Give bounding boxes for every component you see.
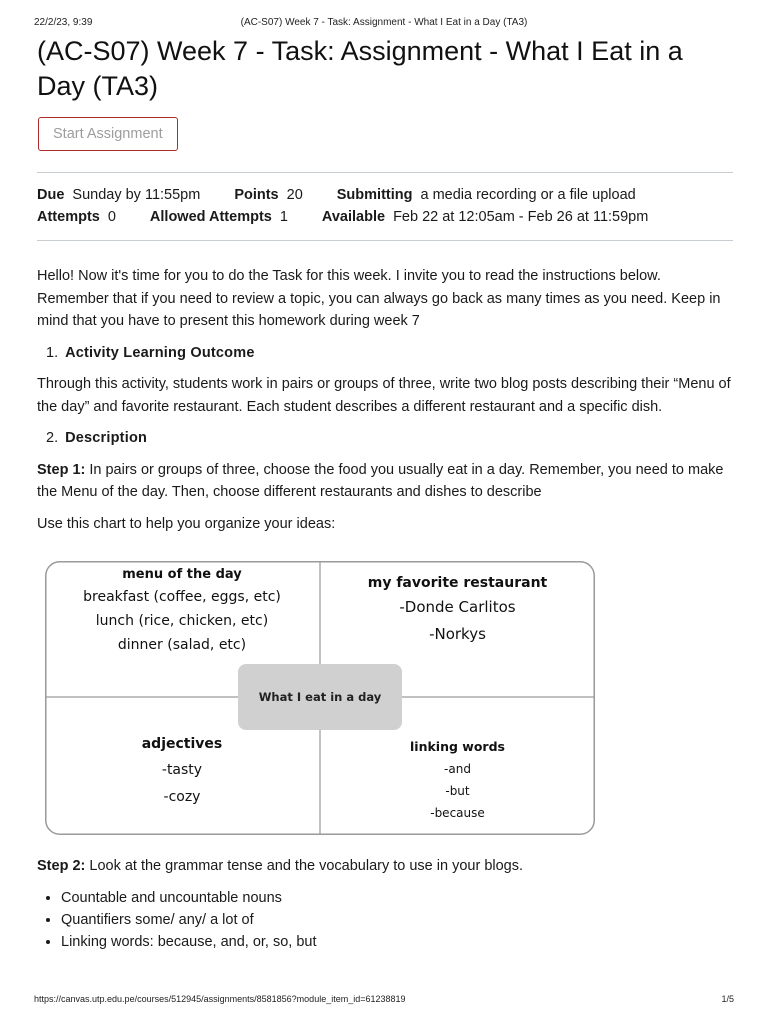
print-url: https://canvas.utp.edu.pe/courses/512945/assignments/8581856?module_item_id=61238819	[34, 994, 406, 1004]
points-label: Points	[234, 187, 279, 203]
available-label: Available	[321, 209, 386, 225]
section-heading-outcome	[37, 342, 733, 365]
organizer-quadrant-linking-words	[320, 736, 595, 824]
page-number: 1/5	[721, 994, 734, 1004]
quadrant-line: -Norkys	[429, 625, 486, 643]
details-row-1	[37, 184, 733, 206]
allowed-attempts-label: Allowed Attempts	[149, 209, 272, 225]
quadrant-title: menu of the day	[122, 567, 242, 582]
assignment-content	[37, 34, 733, 953]
organizer-quadrant-restaurant	[320, 572, 595, 648]
quadrant-line: breakfast (coffee, eggs, etc)	[83, 589, 281, 605]
start-assignment-button[interactable]: Start Assignment	[38, 117, 178, 151]
quadrant-line: -and	[444, 762, 471, 776]
assignment-details	[37, 173, 733, 240]
section-title: Description	[65, 430, 148, 446]
quadrant-line: -cozy	[163, 789, 201, 805]
attempts-value: 0	[107, 209, 116, 225]
assignment-description	[37, 265, 733, 953]
print-header	[34, 17, 734, 31]
print-doc-title: (AC-S07) Week 7 - Task: Assignment - What I Eat in a Day (TA3)	[240, 17, 528, 28]
quadrant-title: adjectives	[141, 736, 223, 752]
section-heading-description	[37, 427, 733, 450]
section-title: Activity Learning Outcome	[65, 344, 255, 361]
organizer-quadrant-menu	[45, 565, 319, 657]
quadrant-title: my favorite restaurant	[367, 575, 548, 591]
quadrant-line: -but	[445, 784, 470, 798]
available-value: Feb 22 at 12:05am - Feb 26 at 11:59pm	[393, 209, 649, 225]
organizer-quadrant-adjectives	[45, 731, 319, 811]
outcome-paragraph: Through this activity, students work in pairs or groups of three, write two blog posts describing their “Menu of the day” and favorite restaurant. Each student describes a different restaurant and a specific dish.	[37, 376, 731, 415]
organizer-center: What I eat in a day	[238, 664, 402, 730]
intro-paragraph: Hello! Now it's time for you to do the Task for this week. I invite you to read the instructions below. Remember that if you need to review a topic, you can always go back as many times as you need. Keep in mind that you have to present this homework during week 7	[37, 268, 721, 329]
list-number: 1.	[46, 344, 59, 361]
step2-paragraph	[37, 855, 733, 878]
list-item: • Linking words: because, and, or, so, but	[61, 931, 733, 953]
quadrant-line: dinner (salad, etc)	[117, 637, 247, 653]
quadrant-line: lunch (rice, chicken, etc)	[95, 613, 269, 629]
due-value: Sunday by 11:55pm	[72, 187, 201, 203]
step2-label: Step 2:	[37, 858, 86, 874]
step1-paragraph	[37, 459, 733, 504]
step1-label: Step 1:	[37, 461, 86, 478]
step1-text: In pairs or groups of three, choose the food you usually eat in a day. Remember, you need to make the Menu of the day. Then, choose different restaurants and dishes to describe	[37, 461, 724, 500]
chart-intro: Use this chart to help you organize your ideas:	[37, 515, 336, 532]
attempts-label: Attempts	[37, 209, 100, 225]
list-number: 2.	[46, 430, 59, 446]
details-row-2	[37, 206, 733, 228]
divider	[37, 240, 733, 241]
list-item: • Quantifiers some/ any/ a lot of	[61, 909, 733, 931]
submitting-label: Submitting	[336, 187, 413, 203]
graphic-organizer	[45, 561, 595, 835]
quadrant-line: -tasty	[161, 762, 203, 778]
allowed-attempts-value: 1	[279, 209, 288, 225]
quadrant-line: -because	[430, 806, 485, 820]
points-value: 20	[286, 187, 303, 203]
list-item: • Countable and uncountable nouns	[61, 887, 733, 909]
quadrant-line: -Donde Carlitos	[399, 598, 516, 616]
due-label: Due	[37, 187, 65, 203]
submitting-value: a media recording or a file upload	[420, 187, 636, 203]
grammar-list	[37, 887, 733, 953]
quadrant-title: linking words	[410, 739, 505, 754]
print-footer	[34, 994, 734, 1008]
print-date: 22/2/23, 9:39	[34, 17, 93, 28]
page-title: (AC-S07) Week 7 - Task: Assignment - What I Eat in a Day (TA3)	[37, 36, 683, 101]
step2-text: Look at the grammar tense and the vocabulary to use in your blogs.	[89, 858, 524, 874]
